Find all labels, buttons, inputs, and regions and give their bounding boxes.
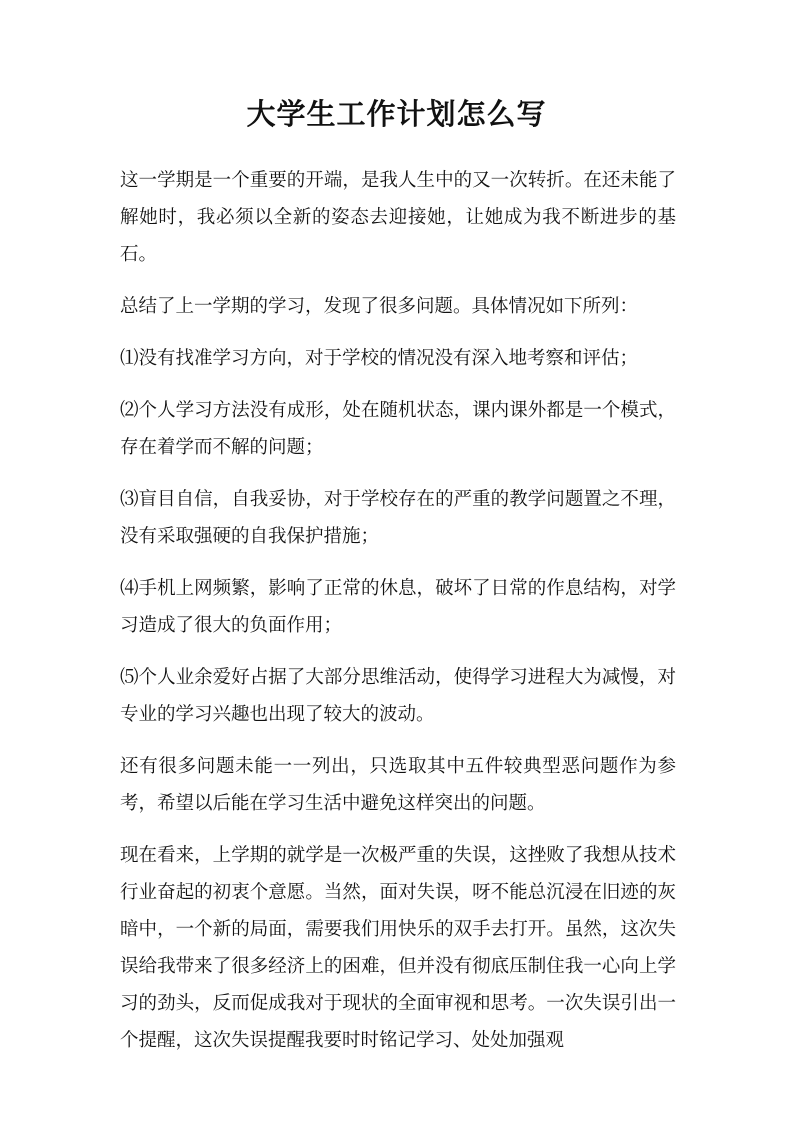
paragraph-more-problems: 还有很多问题未能一一列出，只选取其中五件较典型恶问题作为参考，希望以后能在学习生活中避免这样突出的问题。 bbox=[120, 756, 676, 814]
paragraph-intro: 这一学期是一个重要的开端，是我人生中的又一次转折。在还未能了解她时，我必须以全新的姿态去迎接她，让她成为我不断进步的基石。 bbox=[120, 170, 676, 265]
list-item-problem-1: ⑴没有找准学习方向，对于学校的情况没有深入地考察和评估； bbox=[120, 348, 639, 369]
list-item-problem-4: ⑷手机上网频繁，影响了正常的休息，破坏了日常的作息结构，对学习造成了很大的负面作用； bbox=[120, 578, 676, 636]
document-title: 大学生工作计划怎么写 bbox=[246, 97, 547, 131]
paragraph-summary: 总结了上一学期的学习，发现了很多问题。具体情况如下所列： bbox=[120, 296, 639, 317]
document-body bbox=[120, 162, 676, 1074]
list-item-problem-5: ⑸个人业余爱好占据了大部分思维活动，使得学习进程大为减慢，对专业的学习兴趣也出现了较大的波动。 bbox=[120, 667, 676, 725]
list-item-problem-3: ⑶盲目自信，自我妥协，对于学校存在的严重的教学问题置之不理，没有采取强硬的自我保护措施； bbox=[120, 489, 676, 547]
paragraph-reflection: 现在看来，上学期的就学是一次极严重的失误，这挫败了我想从技术行业奋起的初衷个意愿。当然，面对失误，呀不能总沉浸在旧迹的灰暗中，一个新的局面，需要我们用快乐的双手去打开。虽然，这次失误给我带来了很多经济上的困难，但并没有彻底压制住我一心向上学习的劲头，反而促成我对于现状的全面审视和思考。一次失误引出一个提醒，这次失误提醒我要时时铭记学习、处处加强观 bbox=[120, 845, 676, 1051]
list-item-problem-2: ⑵个人学习方法没有成形，处在随机状态，课内课外都是一个模式，存在着学而不解的问题； bbox=[120, 400, 676, 458]
